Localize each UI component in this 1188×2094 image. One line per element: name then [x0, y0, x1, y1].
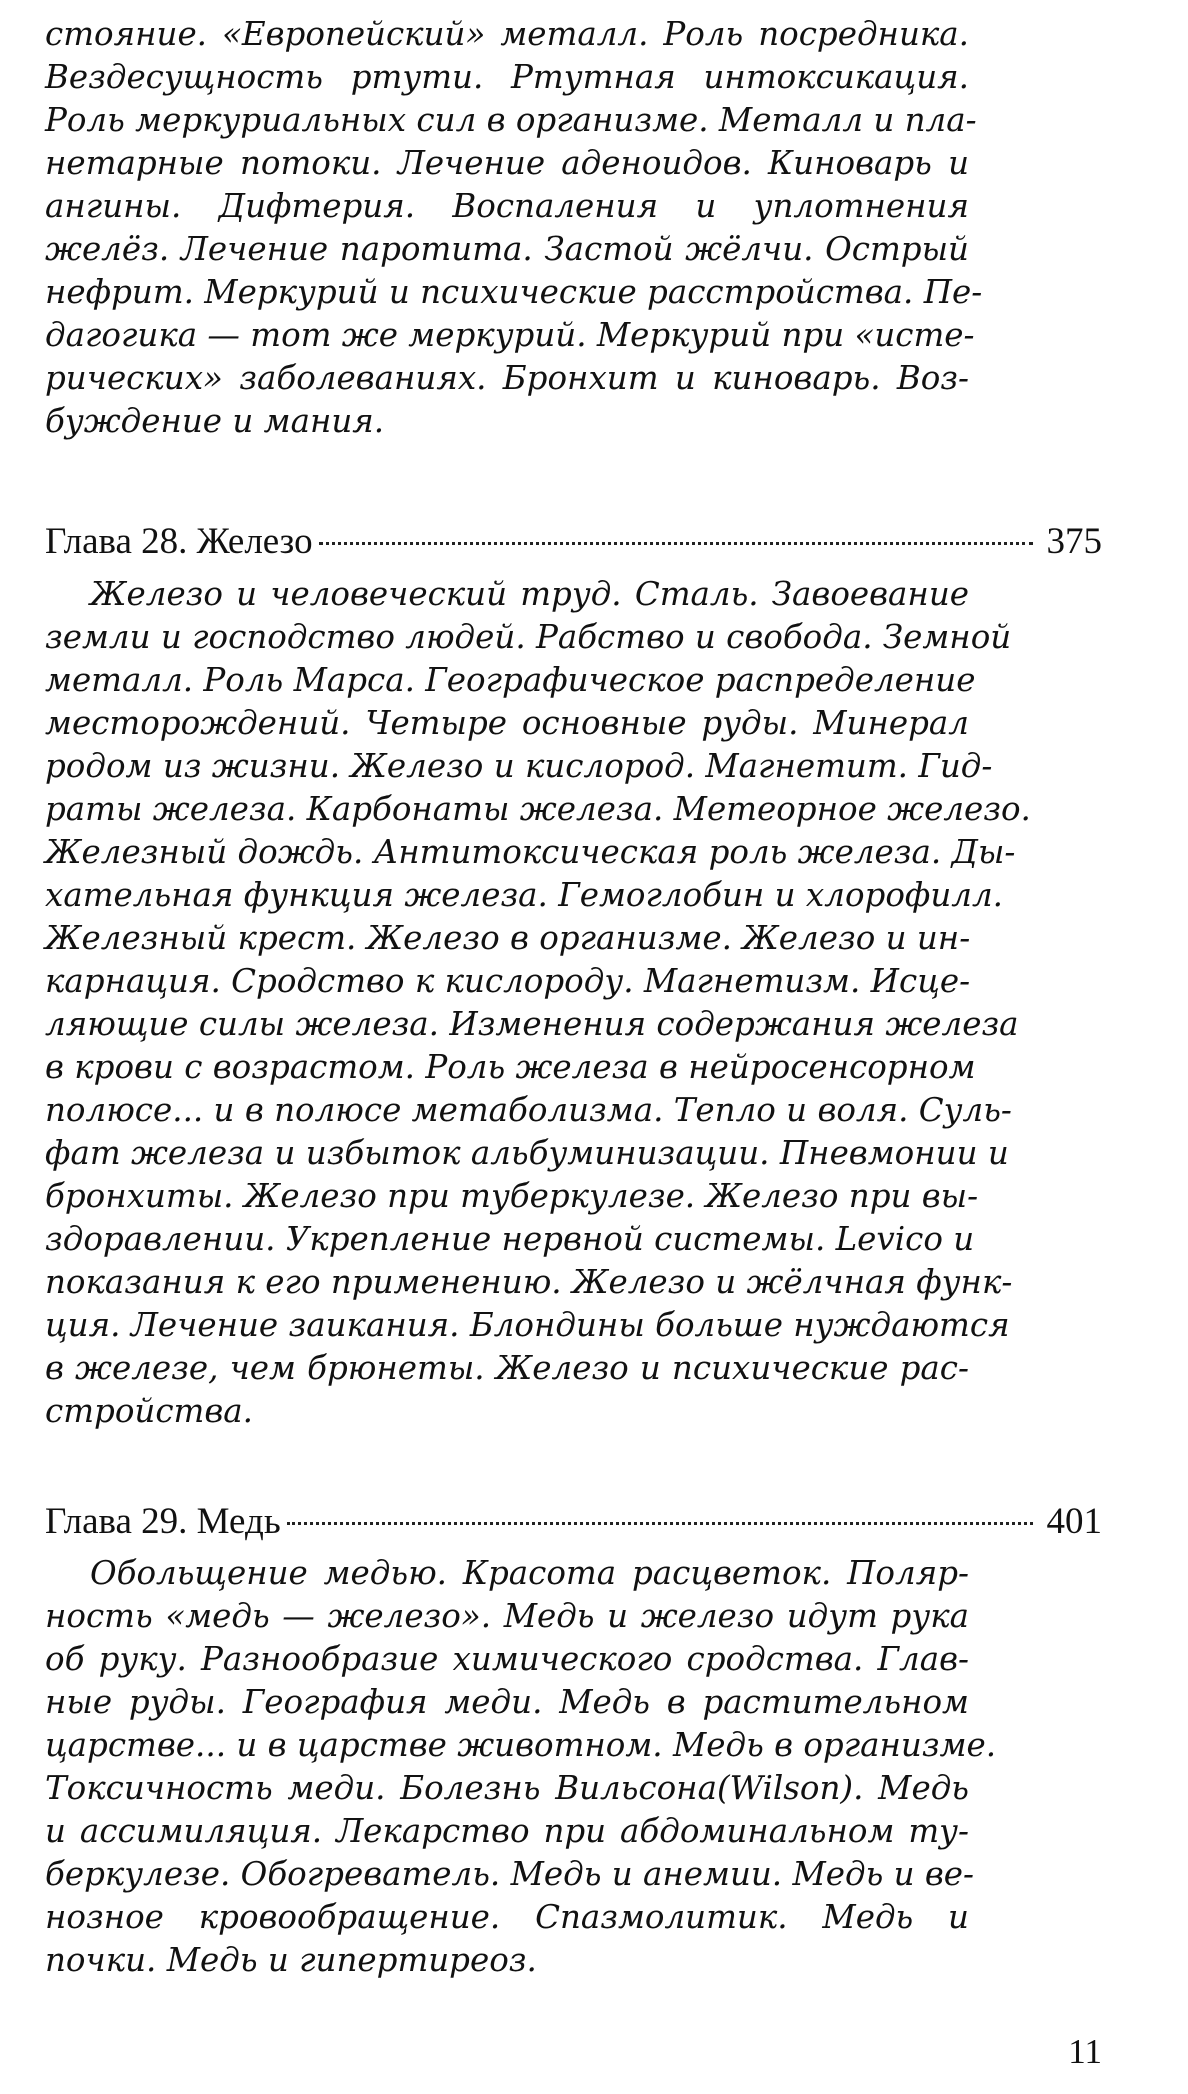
summary-line: бронхиты. Железо при туберкулезе. Железо при вы- [45, 1177, 979, 1215]
summary-line: нефрит. Меркурий и психические расстройства. Пе- [45, 273, 983, 311]
summary-line: царстве... и в царстве животном. Медь в организме. [45, 1726, 997, 1764]
summary-line: раты железа. Карбонаты железа. Метеорное железо. [45, 790, 1031, 828]
summary-line: ность «медь — железо». Медь и железо идут рука [45, 1597, 969, 1635]
summary-line: стройства. [45, 1392, 253, 1430]
summary-line: в крови с возрастом. Роль железа в нейросенсорном [45, 1048, 976, 1086]
summary-line: ляющие силы железа. Изменения содержания железа [45, 1005, 1019, 1043]
chapter-title: Глава 29. Медь [45, 1501, 281, 1542]
summary-line: родом из жизни. Железо и кислород. Магнетит. Гид- [45, 747, 993, 785]
page-number: 11 [1068, 2032, 1102, 2071]
summary-line: Железо и человеческий труд. Сталь. Завоевание [90, 575, 969, 613]
summary-line: ные руды. География меди. Медь в растительном [45, 1683, 969, 1721]
summary-line: ангины. Дифтерия. Воспаления и уплотнения [45, 187, 969, 225]
summary-line: месторождений. Четыре основные руды. Минерал [45, 704, 969, 742]
summary-line: беркулезе. Обогреватель. Медь и анемии. Медь и ве- [45, 1855, 974, 1893]
toc-entry-chapter-28 [45, 518, 1102, 566]
summary-line: Железный дождь. Антитоксическая роль железа. Ды- [45, 833, 1016, 871]
summary-line: и ассимиляция. Лекарство при абдоминальном ту- [45, 1812, 969, 1850]
summary-line: желёз. Лечение паротита. Застой жёлчи. Острый [45, 230, 969, 268]
summary-line: нозное кровообращение. Спазмолитик. Медь и [45, 1898, 969, 1936]
summary-line: фат железа и избыток альбуминизации. Пневмонии и [45, 1134, 1009, 1172]
summary-line: Роль меркуриальных сил в организме. Металл и пла- [45, 101, 977, 139]
summary-line: показания к его применению. Железо и жёлчная функ- [45, 1263, 1013, 1301]
summary-line: металл. Роль Марса. Географическое распределение [45, 661, 976, 699]
leader-dots [287, 1522, 1033, 1525]
summary-line: ция. Лечение заикания. Блондины больше нуждаются [45, 1306, 1010, 1344]
summary-line: земли и господство людей. Рабство и свобода. Земной [45, 618, 1012, 656]
summary-line: нетарные потоки. Лечение аденоидов. Киноварь и [45, 144, 969, 182]
summary-line: в железе, чем брюнеты. Железо и психические рас- [45, 1349, 969, 1387]
summary-line: здоравлении. Укрепление нервной системы. Levico и [45, 1220, 975, 1258]
chapter-title: Глава 28. Железо [45, 521, 313, 562]
summary-line: рических» заболеваниях. Бронхит и киноварь. Воз- [45, 359, 969, 397]
summary-line: Обольщение медью. Красота расцветок. Поляр- [90, 1554, 969, 1592]
chapter-page-number: 401 [1046, 1501, 1102, 1542]
summary-line: почки. Медь и гипертиреоз. [45, 1941, 537, 1979]
leader-dots [319, 542, 1033, 545]
summary-line: полюсе... и в полюсе метаболизма. Тепло и воля. Суль- [45, 1091, 1012, 1129]
summary-line: буждение и мания. [45, 402, 385, 440]
toc-entry-chapter-29 [45, 1498, 1102, 1546]
summary-line: хательная функция железа. Гемоглобин и хлорофилл. [45, 876, 1003, 914]
summary-line: Токсичность меди. Болезнь Вильсона(Wilson). Медь [45, 1769, 969, 1807]
summary-line: стояние. «Европейский» металл. Роль посредника. [45, 15, 969, 53]
chapter-page-number: 375 [1046, 521, 1102, 562]
summary-line: дагогика — тот же меркурий. Меркурий при «исте- [45, 316, 975, 354]
summary-line: об руку. Разнообразие химического сродства. Глав- [45, 1640, 969, 1678]
summary-line: карнация. Сродство к кислороду. Магнетизм. Исце- [45, 962, 971, 1000]
summary-line: Вездесущность ртути. Ртутная интоксикация. [45, 58, 969, 96]
summary-line: Железный крест. Железо в организме. Железо и ин- [45, 919, 971, 957]
